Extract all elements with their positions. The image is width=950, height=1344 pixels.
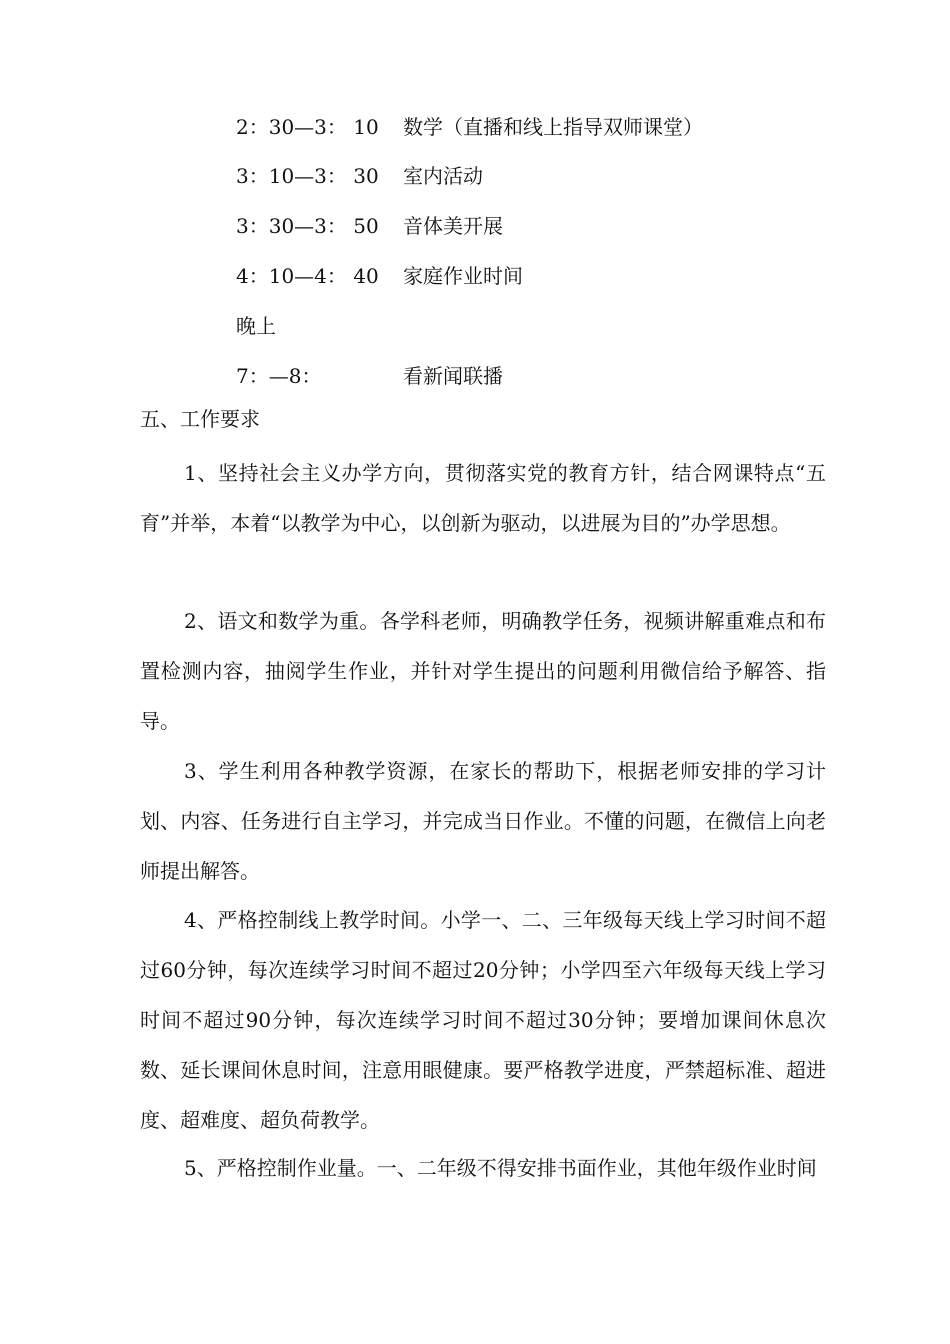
schedule-time: 晚上: [236, 314, 276, 338]
section-heading: 五、工作要求: [140, 407, 260, 431]
schedule-time: 2：30—3： 10: [236, 115, 379, 139]
schedule-time: 3：10—3： 30: [236, 164, 379, 188]
paragraph-5: 5、严格控制作业量。一、二年级不得安排书面作业，其他年级作业时间: [184, 1156, 817, 1180]
schedule-activity: 家庭作业时间: [403, 264, 523, 288]
paragraph-3: 3、学生利用各种教学资源，在家长的帮助下，根据老师安排的学习计划、内容、任务进行自主学习，并完成当日作业。不懂的问题，在微信上向老师提出解答。: [140, 759, 826, 883]
paragraph-4: 4、严格控制线上教学时间。小学一、二、三年级每天线上学习时间不超过60分钟，每次连续学习时间不超过20分钟；小学四至六年级每天线上学习时间不超过90分钟，每次连续学习时间不超过30分钟；要增加课间休息次数、延长课间休息时间，注意用眼健康。要严格教学进度，严禁超标准、超进度、超难度、超负荷教学。: [140, 908, 826, 1132]
schedule-time: 7：—8：: [236, 364, 322, 388]
schedule-activity: 数学（直播和线上指导双师课堂）: [403, 115, 703, 139]
schedule-time: 4：10—4： 40: [236, 264, 379, 288]
schedule-activity: 音体美开展: [403, 214, 503, 238]
paragraph-2: 2、语文和数学为重。各学科老师，明确教学任务，视频讲解重难点和布置检测内容，抽阅学生作业，并针对学生提出的问题利用微信给予解答、指导。: [140, 609, 826, 733]
schedule-activity: 室内活动: [403, 164, 483, 188]
paragraph-1: 1、坚持社会主义办学方向，贯彻落实党的教育方针，结合网课特点“五育”并举，本着“以教学为中心，以创新为驱动，以进展为目的”办学思想。: [140, 461, 826, 535]
schedule-activity: 看新闻联播: [403, 364, 503, 388]
schedule-time: 3：30—3： 50: [236, 214, 379, 238]
